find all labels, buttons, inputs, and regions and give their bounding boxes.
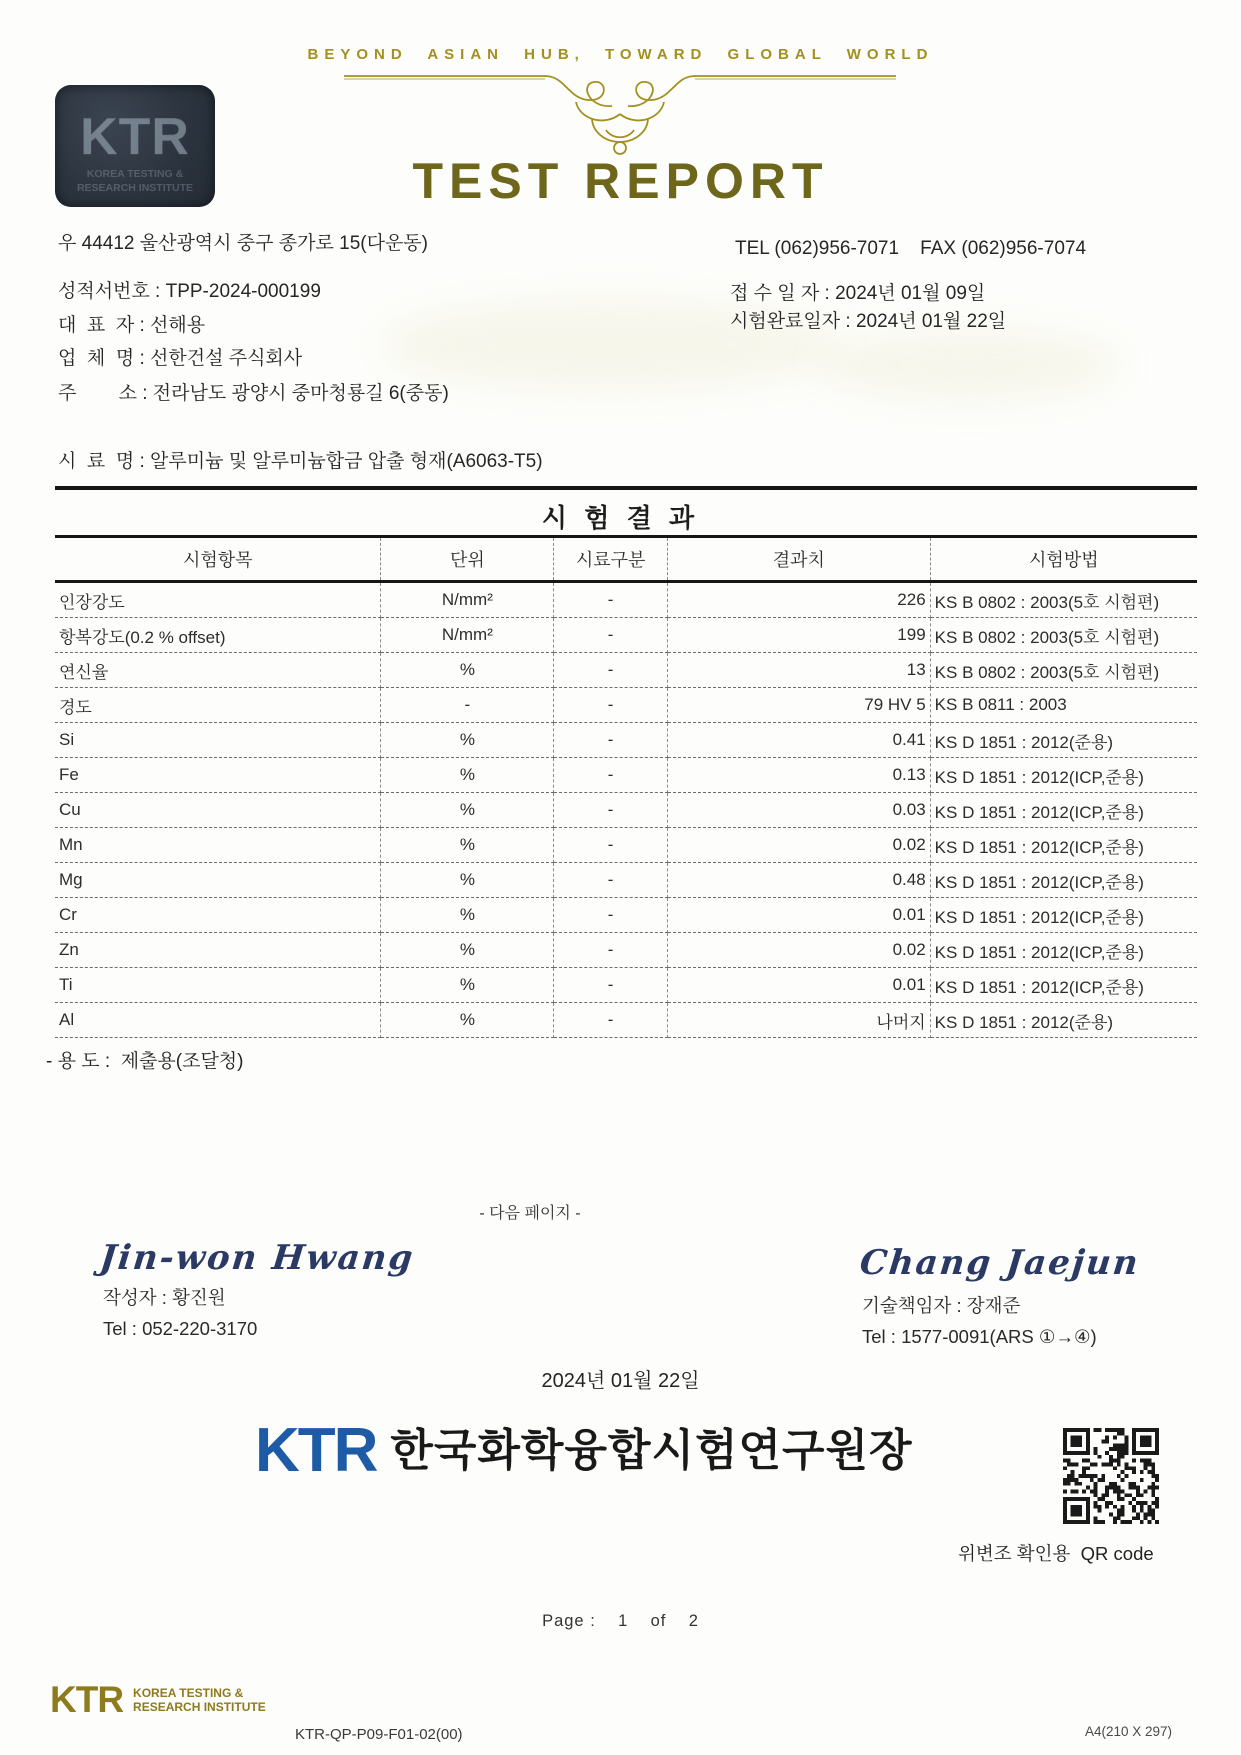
qr-code <box>1063 1428 1159 1524</box>
table-cell: - <box>554 688 668 723</box>
table-cell: 0.01 <box>667 898 930 933</box>
table-row <box>55 758 1197 793</box>
results-title: 시 험 결 과 <box>541 503 700 533</box>
stamp-line1: KOREA TESTING & <box>86 168 184 180</box>
table-cell: KS D 1851 : 2012(ICP,준용) <box>930 968 1197 1003</box>
table-cell: Cu <box>55 793 381 828</box>
column-header: 단위 <box>381 537 554 582</box>
table-cell: 0.41 <box>667 723 930 758</box>
ktr-logo: KTR <box>255 1416 377 1485</box>
table-cell: % <box>381 863 554 898</box>
paper-size: A4(210 X 297) <box>1085 1724 1173 1739</box>
footer-ktr-logo: KTR <box>50 1679 124 1720</box>
column-header: 결과치 <box>667 537 930 582</box>
writer-name: 작성자 : 황진원 <box>103 1287 226 1308</box>
table-cell: Fe <box>55 758 381 793</box>
table-row <box>55 793 1197 828</box>
table-cell: 0.13 <box>667 758 930 793</box>
footer-institute-line2: RESEARCH INSTITUTE <box>133 1700 266 1714</box>
table-cell: Mn <box>55 828 381 863</box>
tagline: BEYOND ASIAN HUB, TOWARD GLOBAL WORLD <box>307 46 934 63</box>
column-header: 시험방법 <box>930 537 1197 582</box>
table-cell: KS B 0811 : 2003 <box>930 688 1197 723</box>
results-table-head <box>55 537 1197 582</box>
table-cell: KS D 1851 : 2012(ICP,준용) <box>930 933 1197 968</box>
table-cell: Cr <box>55 898 381 933</box>
section-divider <box>55 486 1197 490</box>
lab-address: 우 44412 울산광역시 중구 종가로 15(다운동) <box>58 233 428 254</box>
table-row <box>55 688 1197 723</box>
table-cell: - <box>554 828 668 863</box>
scan-artifact <box>820 330 1120 400</box>
table-cell: KS B 0802 : 2003(5호 시험편) <box>930 653 1197 688</box>
column-header: 시험항목 <box>55 537 381 582</box>
engineer-name: 기술책임자 : 장재준 <box>862 1295 1021 1316</box>
table-cell: - <box>554 758 668 793</box>
table-cell: 0.02 <box>667 933 930 968</box>
table-cell: 79 HV 5 <box>667 688 930 723</box>
results-table-body <box>55 582 1197 1038</box>
completed-date: 시험완료일자 : 2024년 01월 22일 <box>730 311 1007 332</box>
table-cell: % <box>381 653 554 688</box>
table-cell: - <box>554 863 668 898</box>
table-cell: KS D 1851 : 2012(준용) <box>930 1003 1197 1038</box>
table-cell: - <box>554 723 668 758</box>
table-cell: - <box>554 793 668 828</box>
table-cell: 인장강도 <box>55 582 381 618</box>
table-cell: 13 <box>667 653 930 688</box>
footer-institute-line1: KOREA TESTING & <box>133 1686 244 1700</box>
table-row <box>55 1003 1197 1038</box>
table-cell: % <box>381 758 554 793</box>
ceo-name: 대 표 자 : 선해용 <box>58 315 206 336</box>
footer-logo <box>50 1679 266 1720</box>
table-cell: 0.02 <box>667 828 930 863</box>
table-row <box>55 618 1197 653</box>
company-address: 주 소 : 전라남도 광양시 중마청룡길 6(중동) <box>58 383 449 404</box>
ktr-stamp-logo: KTR <box>80 108 190 166</box>
table-cell: % <box>381 898 554 933</box>
table-cell: - <box>554 653 668 688</box>
page-indicator: Page : 1 of 2 <box>542 1612 699 1630</box>
tel-fax: TEL (062)956-7071 FAX (062)956-7074 <box>735 238 1087 259</box>
table-cell: Al <box>55 1003 381 1038</box>
table-cell: - <box>554 618 668 653</box>
table-cell: 226 <box>667 582 930 618</box>
table-cell: KS D 1851 : 2012(준용) <box>930 723 1197 758</box>
table-row <box>55 933 1197 968</box>
table-row <box>55 898 1197 933</box>
table-cell: KS D 1851 : 2012(ICP,준용) <box>930 828 1197 863</box>
authority-name: 한국화학융합시험연구원장 <box>390 1426 913 1475</box>
table-cell: N/mm² <box>381 618 554 653</box>
table-cell: - <box>554 1003 668 1038</box>
issue-date: 2024년 01월 22일 <box>541 1370 700 1392</box>
writer-signature: Jin-won Hwang <box>97 1238 417 1278</box>
table-cell: 0.48 <box>667 863 930 898</box>
table-cell: % <box>381 828 554 863</box>
table-row <box>55 582 1197 618</box>
table-cell: 199 <box>667 618 930 653</box>
table-row <box>55 723 1197 758</box>
table-cell: KS D 1851 : 2012(ICP,준용) <box>930 793 1197 828</box>
table-cell: % <box>381 968 554 1003</box>
flourish-ornament <box>340 68 900 158</box>
table-cell: 항복강도(0.2 % offset) <box>55 618 381 653</box>
table-cell: 연신율 <box>55 653 381 688</box>
table-cell: 0.03 <box>667 793 930 828</box>
table-row <box>55 863 1197 898</box>
engineer-signature: Chang Jaejun <box>857 1243 1142 1283</box>
document-code: KTR-QP-P09-F01-02(00) <box>295 1726 463 1743</box>
table-cell: 나머지 <box>667 1003 930 1038</box>
table-cell: - <box>554 582 668 618</box>
table-cell: - <box>381 688 554 723</box>
table-cell: % <box>381 1003 554 1038</box>
document-title: TEST REPORT <box>412 153 829 209</box>
table-cell: Si <box>55 723 381 758</box>
report-number: 성적서번호 : TPP-2024-000199 <box>58 281 321 302</box>
table-cell: KS D 1851 : 2012(ICP,준용) <box>930 898 1197 933</box>
table-cell: - <box>554 933 668 968</box>
table-cell: KS D 1851 : 2012(ICP,준용) <box>930 758 1197 793</box>
table-cell: Mg <box>55 863 381 898</box>
footer-institute <box>133 1682 266 1714</box>
usage-note: - 용 도 : 제출용(조달청) <box>46 1051 244 1072</box>
engineer-tel: Tel : 1577-0091(ARS ①→④) <box>862 1326 1097 1347</box>
table-cell: Ti <box>55 968 381 1003</box>
company-name: 업 체 명 : 선한건설 주식회사 <box>58 348 303 369</box>
results-table <box>55 535 1197 1038</box>
table-cell: KS B 0802 : 2003(5호 시험편) <box>930 618 1197 653</box>
table-row <box>55 968 1197 1003</box>
stamp-line2: RESEARCH INSTITUTE <box>76 182 194 194</box>
table-cell: % <box>381 723 554 758</box>
authority-line <box>255 1416 913 1485</box>
table-cell: 0.01 <box>667 968 930 1003</box>
next-page-marker: - 다음 페이지 - <box>479 1205 581 1222</box>
table-cell: - <box>554 968 668 1003</box>
column-header: 시료구분 <box>554 537 668 582</box>
writer-tel: Tel : 052-220-3170 <box>103 1318 258 1339</box>
table-cell: % <box>381 933 554 968</box>
table-cell: 경도 <box>55 688 381 723</box>
table-cell: KS D 1851 : 2012(ICP,준용) <box>930 863 1197 898</box>
table-row <box>55 653 1197 688</box>
received-date: 접 수 일 자 : 2024년 01월 09일 <box>730 283 986 304</box>
table-cell: KS B 0802 : 2003(5호 시험편) <box>930 582 1197 618</box>
table-cell: N/mm² <box>381 582 554 618</box>
table-cell: - <box>554 898 668 933</box>
table-cell: Zn <box>55 933 381 968</box>
table-cell: % <box>381 793 554 828</box>
qr-caption: 위변조 확인용 QR code <box>958 1543 1154 1564</box>
results-table-head-row <box>55 537 1197 582</box>
table-row <box>55 828 1197 863</box>
sample-name: 시 료 명 : 알루미늄 및 알루미늄합금 압출 형재(A6063-T5) <box>58 451 543 472</box>
